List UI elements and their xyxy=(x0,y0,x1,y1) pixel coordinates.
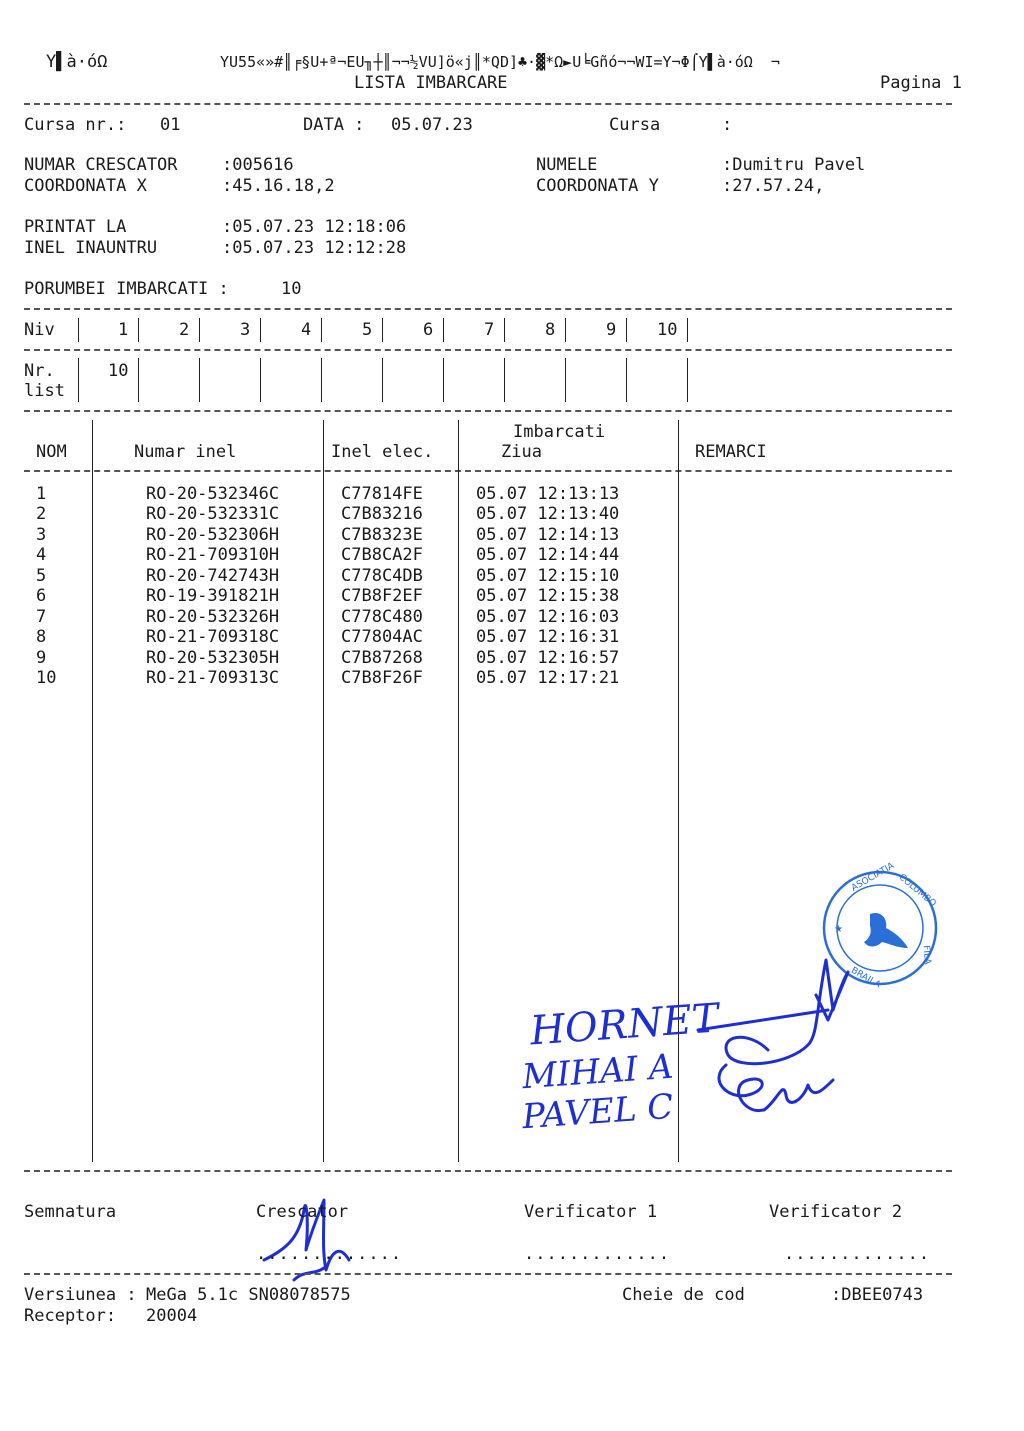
versiunea-label: Versiunea : xyxy=(24,1285,137,1305)
table-cell-ziua: 05.07 12:13:13 xyxy=(476,484,620,504)
table-cell-elec: C77804AC xyxy=(341,627,423,647)
grid-line xyxy=(382,358,383,402)
table-cell-elec: C778C4DB xyxy=(341,566,423,586)
grid-line xyxy=(78,358,79,402)
table-cell-ziua: 05.07 12:16:03 xyxy=(476,607,620,627)
table-cell-ziua: 05.07 12:15:10 xyxy=(476,566,620,586)
niv-7: 7 xyxy=(484,320,495,340)
table-cell-ziua: 05.07 12:16:31 xyxy=(476,627,620,647)
table-cell-elec: C77814FE xyxy=(341,484,423,504)
numele-value: :Dumitru Pavel xyxy=(722,155,866,175)
table-cell-ziua: 05.07 12:14:44 xyxy=(476,545,620,565)
coord-y-label: COORDONATA Y xyxy=(536,176,659,196)
grid-line xyxy=(626,358,627,402)
table-cell-inel: RO-19-391821H xyxy=(146,586,280,606)
niv-6: 6 xyxy=(423,320,434,340)
inel-inauntru-label: INEL INAUNTRU xyxy=(24,238,158,258)
grid-line xyxy=(443,358,444,402)
divider xyxy=(24,470,952,472)
col-header-numar-inel: Numar inel xyxy=(134,442,237,462)
data-label: DATA : xyxy=(303,115,365,135)
header-garble-left: Y▌à·óΩ xyxy=(46,52,108,72)
table-cell-inel: RO-20-532331C xyxy=(146,504,280,524)
grid-line xyxy=(565,358,566,402)
porumbei-label: PORUMBEI IMBARCATI : xyxy=(24,279,229,299)
coord-x-value: :45.16.18,2 xyxy=(222,176,335,196)
col-header-ziua: Ziua xyxy=(501,442,542,462)
table-cell-inel: RO-20-532346C xyxy=(146,484,280,504)
niv-9: 9 xyxy=(606,320,617,340)
table-cell-ziua: 05.07 12:13:40 xyxy=(476,504,620,524)
porumbei-value: 10 xyxy=(281,279,302,299)
handwritten-name: MIHAI A xyxy=(520,1046,675,1098)
table-cell-nom: 7 xyxy=(36,607,47,627)
table-col-line xyxy=(323,420,324,1162)
grid-line xyxy=(199,358,200,402)
printat-value: :05.07.23 12:18:06 xyxy=(222,217,407,237)
col-header-inel-elec: Inel elec. xyxy=(331,442,434,462)
table-cell-elec: C7B83216 xyxy=(341,504,423,524)
grid-line xyxy=(199,318,200,342)
header-garble-code: YU55«»#║╒§U+ª¬EU╖┼║¬¬½VU]ö«j║*QD]♣·▓*Ω►U╘Gñó¬¬WI=Y¬Φ⌠Y▌à·óΩ ¬ xyxy=(220,53,780,71)
niv-3: 3 xyxy=(240,320,251,340)
versiunea-value: MeGa 5.1c SN08078575 xyxy=(146,1285,351,1305)
svg-text:★: ★ xyxy=(834,924,843,935)
table-cell-inel: RO-20-532326H xyxy=(146,607,280,627)
cursa-nr-value: 01 xyxy=(160,115,181,135)
table-cell-nom: 6 xyxy=(36,586,47,606)
table-cell-elec: C7B8323E xyxy=(341,525,423,545)
grid-line xyxy=(260,318,261,342)
grid-line xyxy=(78,318,79,342)
divider xyxy=(24,103,952,105)
verificator-1-signature-line: ............. xyxy=(524,1244,671,1264)
svg-text:COLUMBO: COLUMBO xyxy=(896,872,938,910)
table-cell-nom: 3 xyxy=(36,525,47,545)
numar-crescator-label: NUMAR CRESCATOR xyxy=(24,155,178,175)
verificator-2-label: Verificator 2 xyxy=(769,1202,903,1222)
table-cell-inel: RO-20-742743H xyxy=(146,566,280,586)
divider xyxy=(24,1170,952,1172)
table-cell-ziua: 05.07 12:14:13 xyxy=(476,525,620,545)
niv-5: 5 xyxy=(362,320,373,340)
table-cell-elec: C7B87268 xyxy=(341,648,423,668)
grid-line xyxy=(687,358,688,402)
table-col-line xyxy=(458,420,459,1162)
svg-text:ASOCIATIA: ASOCIATIA xyxy=(849,861,897,894)
grid-line xyxy=(626,318,627,342)
nr-label: Nr. xyxy=(24,361,55,381)
svg-text:BRAILA: BRAILA xyxy=(849,965,883,991)
receptor-value: 20004 xyxy=(146,1306,198,1326)
crescator-signature-line: ............. xyxy=(256,1244,403,1264)
divider xyxy=(24,1273,952,1275)
table-cell-ziua: 05.07 12:16:57 xyxy=(476,648,620,668)
table-cell-nom: 8 xyxy=(36,627,47,647)
grid-line xyxy=(504,358,505,402)
table-cell-ziua: 05.07 12:17:21 xyxy=(476,668,620,688)
grid-line xyxy=(443,318,444,342)
grid-line xyxy=(138,318,139,342)
cheie-value: :DBEE0743 xyxy=(831,1285,924,1305)
niv-10: 10 xyxy=(657,320,678,340)
grid-line xyxy=(321,318,322,342)
coord-x-label: COORDONATA X xyxy=(24,176,147,196)
crescator-label: Crescator xyxy=(256,1202,349,1222)
niv-label: Niv xyxy=(24,320,55,340)
verificator-1-label: Verificator 1 xyxy=(524,1202,658,1222)
table-cell-elec: C7B8F26F xyxy=(341,668,423,688)
table-cell-inel: RO-20-532306H xyxy=(146,525,280,545)
printat-label: PRINTAT LA xyxy=(24,217,127,237)
svg-text:FILA: FILA xyxy=(920,944,933,965)
page-number: Pagina 1 xyxy=(880,73,962,93)
coord-y-value: :27.57.24, xyxy=(722,176,825,196)
divider xyxy=(24,308,952,310)
table-col-line xyxy=(92,420,93,1162)
cursa-value: : xyxy=(722,115,733,135)
niv-1: 1 xyxy=(118,320,129,340)
table-cell-nom: 2 xyxy=(36,504,47,524)
cheie-label: Cheie de cod xyxy=(622,1285,745,1305)
grid-line xyxy=(260,358,261,402)
semnatura-label: Semnatura xyxy=(24,1202,117,1222)
numar-crescator-value: :005616 xyxy=(222,155,294,175)
cursa-label: Cursa xyxy=(609,115,661,135)
handwritten-name: HORNET xyxy=(528,995,721,1055)
table-cell-ziua: 05.07 12:15:38 xyxy=(476,586,620,606)
verificator-2-signature-line: ............. xyxy=(784,1244,931,1264)
table-cell-nom: 10 xyxy=(36,668,57,688)
inel-inauntru-value: :05.07.23 12:12:28 xyxy=(222,238,407,258)
table-cell-inel: RO-21-709313C xyxy=(146,668,280,688)
grid-line xyxy=(504,318,505,342)
grid-line xyxy=(138,358,139,402)
niv-8: 8 xyxy=(545,320,556,340)
data-value: 05.07.23 xyxy=(391,115,473,135)
signature-icon xyxy=(668,950,858,1160)
table-cell-nom: 9 xyxy=(36,648,47,668)
grid-line xyxy=(687,318,688,342)
grid-line xyxy=(321,358,322,402)
table-cell-nom: 5 xyxy=(36,566,47,586)
col-header-imbarcati: Imbarcati xyxy=(513,422,606,442)
table-cell-inel: RO-20-532305H xyxy=(146,648,280,668)
table-cell-inel: RO-21-709310H xyxy=(146,545,280,565)
list-label: list xyxy=(24,381,65,401)
table-cell-elec: C7B8CA2F xyxy=(341,545,423,565)
nr-list-1: 10 xyxy=(108,361,129,381)
grid-line xyxy=(382,318,383,342)
table-cell-elec: C778C480 xyxy=(341,607,423,627)
niv-2: 2 xyxy=(179,320,190,340)
table-cell-nom: 4 xyxy=(36,545,47,565)
grid-line xyxy=(565,318,566,342)
handwritten-name: PAVEL C xyxy=(520,1086,675,1138)
niv-4: 4 xyxy=(301,320,312,340)
table-cell-elec: C7B8F2EF xyxy=(341,586,423,606)
receptor-label: Receptor: xyxy=(24,1306,117,1326)
table-cell-inel: RO-21-709318C xyxy=(146,627,280,647)
divider xyxy=(24,349,952,351)
page-title: LISTA IMBARCARE xyxy=(354,73,508,93)
col-header-remarci: REMARCI xyxy=(695,442,767,462)
divider xyxy=(24,410,952,412)
numele-label: NUMELE xyxy=(536,155,598,175)
cursa-nr-label: Cursa nr.: xyxy=(24,115,127,135)
table-cell-nom: 1 xyxy=(36,484,47,504)
col-header-nom: NOM xyxy=(36,442,67,462)
